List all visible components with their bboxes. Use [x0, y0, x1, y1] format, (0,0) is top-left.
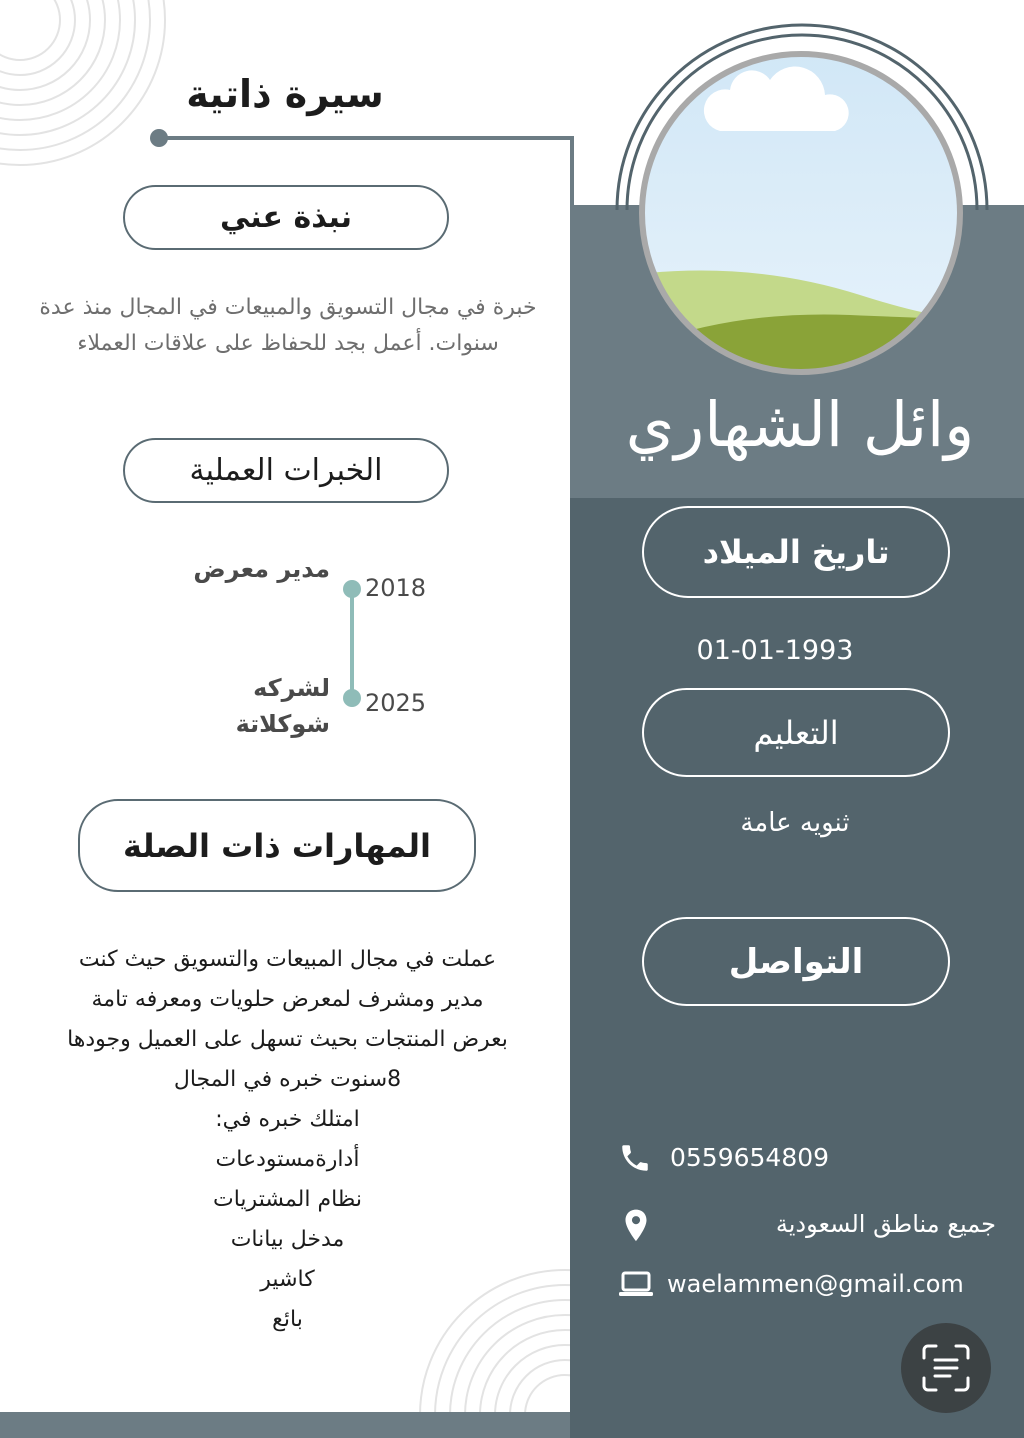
skills-heading: المهارات ذات الصلة [123, 826, 431, 865]
contact-email: waelammen@gmail.com [667, 1270, 964, 1298]
education-heading-pill [642, 688, 950, 777]
skills-line: أدارةمستودعات [215, 1147, 360, 1172]
phone-icon-svg [618, 1141, 652, 1175]
contact-heading-pill [642, 917, 950, 1006]
birth-value: 01-01-1993 [696, 635, 854, 666]
skills-line: عملت في مجال المبيعات والتسويق حيث كنت [78, 947, 497, 972]
experience-year-2: 2025 [365, 689, 427, 717]
skills-line: 8سنوت خبره في المجال [173, 1067, 402, 1092]
education-heading: التعليم [753, 713, 839, 752]
skills-line: بعرض المنتجات بحيث تسهل على العميل وجودها [67, 1027, 508, 1052]
phone-icon [618, 1141, 652, 1175]
skills-line: مدخل بيانات [230, 1227, 345, 1252]
skills-line: امتلك خبره في: [215, 1107, 360, 1132]
skills-line: نظام المشتريات [213, 1187, 362, 1212]
experience-year-1: 2018 [365, 574, 427, 602]
education-value: ثنويه عامة [740, 808, 850, 838]
laptop-icon-svg [617, 1270, 655, 1300]
profile-photo-frame [600, 20, 1000, 390]
experience-label-2: لشركه شوكلاتة [235, 674, 330, 738]
experience-heading: الخبرات العملية [189, 453, 383, 488]
skills-line: مدير ومشرف لمعرض حلويات ومعرفه تامة [91, 987, 484, 1012]
location-pin-icon [622, 1208, 650, 1244]
scan-button[interactable] [901, 1323, 991, 1413]
page-title: سيرة ذاتية [186, 72, 384, 116]
contact-location: جميع مناطق السعودية [775, 1210, 996, 1238]
laptop-icon [617, 1270, 655, 1300]
profile-name: وائل الشهاري [625, 388, 975, 461]
about-text: خبرة في مجال التسويق والمبيعات في المجال منذ عدة سنوات. أعمل بجد للحفاظ على علاقات العملاء [39, 295, 537, 356]
timeline-svg [340, 580, 364, 710]
contact-heading: التواصل [728, 941, 864, 982]
contact-phone: 0559654809 [670, 1143, 830, 1172]
bottom-strip [0, 1412, 570, 1438]
about-heading-pill [123, 185, 449, 250]
scan-icon [920, 1342, 972, 1394]
profile-photo-svg [600, 20, 1000, 390]
skills-line: بائع [272, 1307, 303, 1332]
birth-heading-pill [642, 506, 950, 598]
about-heading: نبذة عني [219, 200, 353, 235]
skills-heading-pill [78, 799, 476, 892]
location-pin-icon-svg [622, 1208, 650, 1244]
skills-line: كاشير [260, 1267, 315, 1292]
experience-label-1: مدير معرض [193, 555, 330, 583]
birth-heading: تاريخ الميلاد [702, 533, 890, 571]
experience-heading-pill [123, 438, 449, 503]
skills-list [30, 940, 545, 1340]
experience-timeline [340, 580, 364, 710]
